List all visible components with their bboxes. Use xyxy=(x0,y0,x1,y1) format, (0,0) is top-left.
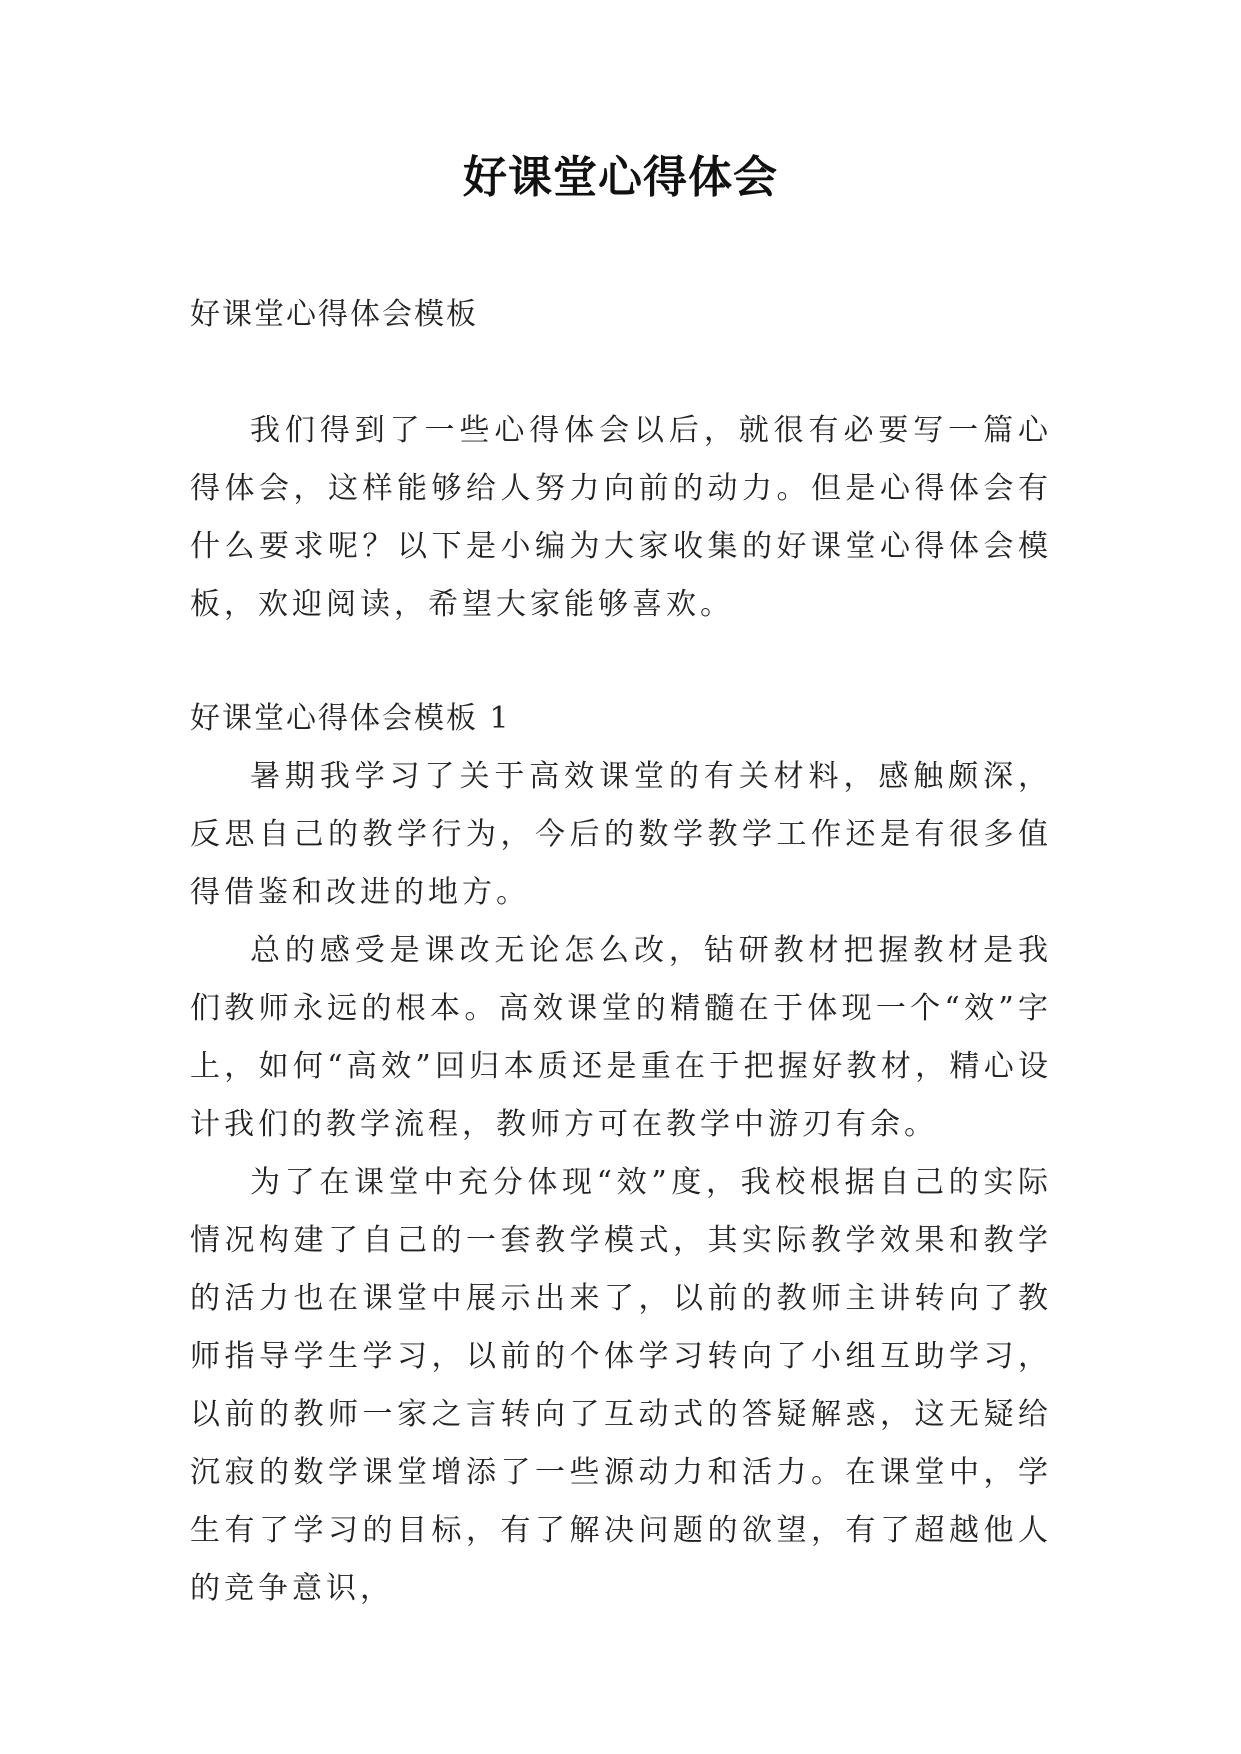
section-heading: 好课堂心得体会模板 1 xyxy=(190,701,511,736)
body-paragraph: 为了在课堂中充分体现“效”度，我校根据自己的实际情况构建了自己的一套教学模式，其实际教学效果和教学的活力也在课堂中展示出来了，以前的教师主讲转向了教师指导学生学习，以前的个体学习转向了小组互助学习，以前的教师一家之言转向了互动式的答疑解惑，这无疑给沉寂的数学课堂增添了一些源动力和活力。在课堂中，学生有了学习的目标，有了解决问题的欲望，有了超越他人的竞争意识， xyxy=(190,1165,1052,1606)
body-paragraph: 暑期我学习了关于高效课堂的有关材料，感触颇深，反思自己的教学行为，今后的数学教学工作还是有很多值得借鉴和改进的地方。 xyxy=(190,759,1052,910)
intro-paragraph: 我们得到了一些心得体会以后，就很有必要写一篇心得体会，这样能够给人努力向前的动力。但是心得体会有什么要求呢？以下是小编为大家收集的好课堂心得体会模板，欢迎阅读，希望大家能够喜欢。 xyxy=(190,413,1052,622)
document-subtitle: 好课堂心得体会模板 xyxy=(190,297,478,332)
spacer xyxy=(190,634,1052,690)
document-title: 好课堂心得体会 xyxy=(463,152,778,203)
spacer xyxy=(190,344,1052,402)
body-paragraph: 总的感受是课改无论怎么改，钻研教材把握教材是我们教师永远的根本。高效课堂的精髓在于体现一个“效”字上，如何“高效”回归本质还是重在于把握好教材，精心设计我们的教学流程，教师方可在教学中游刃有余。 xyxy=(190,933,1052,1142)
document-body xyxy=(190,286,1052,1618)
